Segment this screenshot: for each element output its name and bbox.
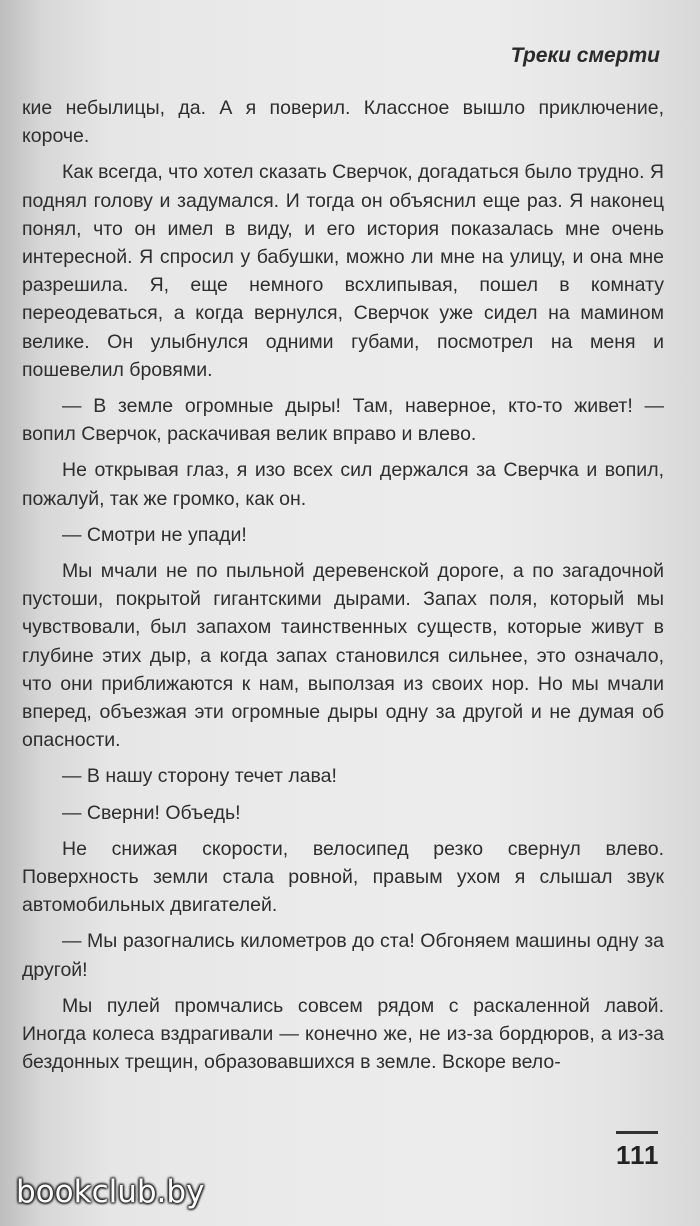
paragraph: Не снижая скорости, велосипед резко свернул влево. Поверхность земли стала ровной, правым ухом я слышал звук автомобильных двигателей. xyxy=(22,837,664,917)
page-header: Треки смерти xyxy=(510,44,660,67)
paragraph: — В земле огромные дыры! Там, наверное, кто-то живет! — вопил Сверчок, раскачивая велик вправо и влево. xyxy=(22,395,664,446)
paragraph: Как всегда, что хотел сказать Сверчок, догадаться было трудно. Я поднял голову и задумался. И тогда он объяснил еще раз. Я наконец понял, что он имел в виду, и его история показалась мне очень интересной. Я спросил у бабушки, можно ли мне на улицу, и она мне разрешила. Я, еще немного всхлипывая, пошел в комнату переодеваться, а когда вернулся, Сверчок уже сидел на мамином велике. Он улыбнулся одними губами, посмотрел на меня и пошевелил бровями. xyxy=(22,161,665,381)
watermark: bookclub.by xyxy=(16,1174,205,1210)
paragraph: кие небылицы, да. А я поверил. Классное вышло приключение, короче. xyxy=(22,97,664,148)
paragraph: — Мы разогнались километров до ста! Обгоняем машины одну за другой! xyxy=(22,930,664,981)
paragraph: Мы пулей промчались совсем рядом с раскаленной лавой. Иногда колеса вздрагивали — конечно же, не из-за бордюров, а из-за бездонных трещин, образовавшихся в земле. Вскоре вело- xyxy=(22,994,664,1074)
paragraph: Мы мчали не по пыльной деревенской дороге, а по загадочной пустоши, покрытой гигантскими дырами. Запах поля, который мы чувствовали, был запахом таинственных существ, которые живут в глубине этих дыр, а когда запах становился сильнее, это означало, что они приближаются к нам, выползая из своих нор. Но мы мчали вперед, объезжая эти огромные дыры одну за другой и не думая об опасности. xyxy=(22,560,664,752)
page-number: 111 xyxy=(616,1140,660,1170)
paragraph: — Смотри не упади! xyxy=(62,523,247,546)
page-number-rule xyxy=(616,1131,658,1134)
paragraph: Не открывая глаз, я изо всех сил держался за Сверчка и вопил, пожалуй, так же громко, как он. xyxy=(22,459,664,510)
paragraph: — Сверни! Объедь! xyxy=(62,801,241,824)
body-text xyxy=(22,94,664,1085)
paragraph: — В нашу сторону течет лава! xyxy=(62,765,337,788)
